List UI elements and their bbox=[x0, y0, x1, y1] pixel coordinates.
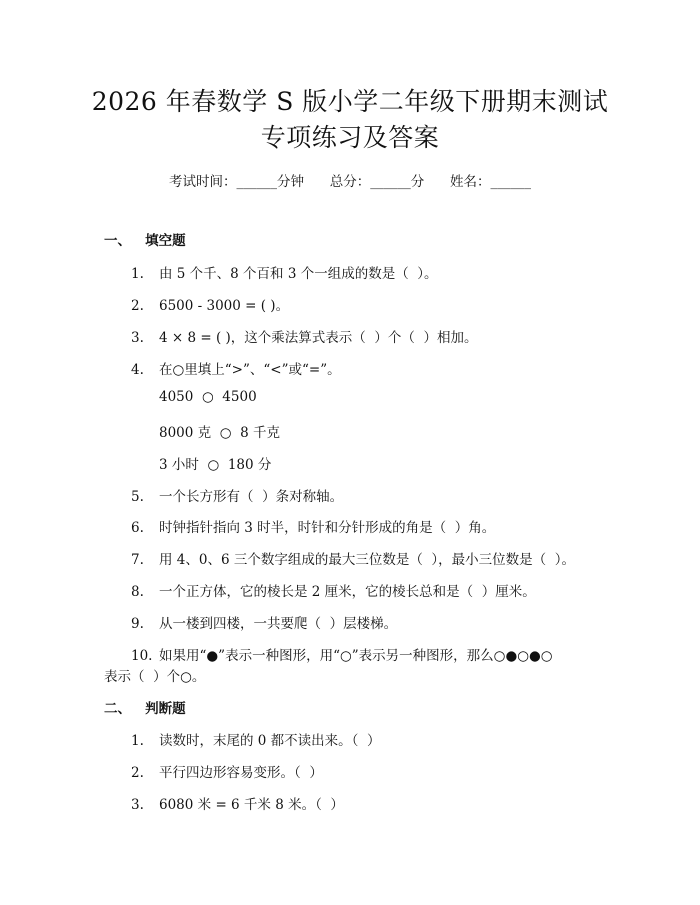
section-heading-fill-in: 一、 填空题 bbox=[104, 233, 186, 249]
question-text: 一个长方形有（ ）条对称轴。 bbox=[159, 489, 344, 505]
question-text: 6080 米 = 6 千米 8 米。（ ） bbox=[159, 797, 344, 813]
question-number: 10. bbox=[131, 648, 153, 664]
question-number: 4. bbox=[131, 362, 144, 378]
question-1-1 bbox=[131, 262, 438, 282]
question-number: 6. bbox=[131, 520, 144, 536]
question-1-2 bbox=[131, 294, 289, 314]
question-text: 6500 - 3000 = ( )。 bbox=[159, 298, 290, 314]
question-number: 2. bbox=[131, 765, 144, 781]
question-text: 用 4、0、6 三个数字组成的最大三位数是（ ），最小三位数是（ ）。 bbox=[159, 552, 576, 568]
question-number: 9. bbox=[131, 616, 144, 632]
question-number: 3. bbox=[131, 797, 144, 813]
question-1-6 bbox=[131, 516, 495, 536]
question-text: 从一楼到四楼，一共要爬（ ）层楼梯。 bbox=[159, 616, 398, 632]
question-number: 1. bbox=[131, 733, 144, 749]
question-number: 7. bbox=[131, 552, 144, 568]
question-1-10 bbox=[131, 644, 553, 664]
question-1-10-continuation: 表示（ ）个○。 bbox=[104, 669, 206, 685]
question-text: 时钟指针指向 3 时半，时针和分针形成的角是（ ）角。 bbox=[159, 520, 496, 536]
question-text: 读数时，末尾的 0 都不读出来。（ ） bbox=[159, 733, 381, 749]
document-title-line1: 2026 年春数学 S 版小学二年级下册期末测试 bbox=[91, 87, 609, 116]
question-1-4 bbox=[131, 358, 341, 378]
question-text: 平行四边形容易变形。（ ） bbox=[159, 765, 323, 781]
comparison-item-2: 8000 克 ○ 8 千克 bbox=[159, 425, 280, 441]
question-2-3 bbox=[131, 793, 344, 813]
comparison-item-3: 3 小时 ○ 180 分 bbox=[159, 457, 272, 473]
comparison-item-1: 4050 ○ 4500 bbox=[159, 389, 257, 405]
question-1-8 bbox=[131, 580, 536, 600]
question-number: 2. bbox=[131, 298, 144, 314]
exam-info-line: 考试时间：______分钟 总分：______分 姓名：______ bbox=[169, 174, 531, 190]
question-number: 1. bbox=[131, 266, 144, 282]
question-2-2 bbox=[131, 761, 323, 781]
question-1-3 bbox=[131, 326, 477, 346]
question-text: 如果用“●”表示一种图形，用“○”表示另一种图形，那么○●○●○ bbox=[159, 648, 553, 664]
question-number: 8. bbox=[131, 584, 144, 600]
question-number: 5. bbox=[131, 489, 144, 505]
document-title-line2: 专项练习及答案 bbox=[260, 123, 440, 152]
question-2-1 bbox=[131, 729, 381, 749]
section-heading-true-false: 二、 判断题 bbox=[104, 701, 186, 717]
question-text: 在○里填上“>”、“<”或“=”。 bbox=[159, 362, 341, 378]
question-number: 3. bbox=[131, 330, 144, 346]
question-text: 一个正方体，它的棱长是 2 厘米，它的棱长总和是（ ）厘米。 bbox=[159, 584, 536, 600]
question-1-7 bbox=[131, 548, 575, 568]
question-1-9 bbox=[131, 612, 397, 632]
question-1-5 bbox=[131, 485, 343, 505]
question-text: 4 × 8 = ( )，这个乘法算式表示（ ）个（ ）相加。 bbox=[159, 330, 478, 346]
question-text: 由 5 个千、8 个百和 3 个一组成的数是（ ）。 bbox=[159, 266, 438, 282]
